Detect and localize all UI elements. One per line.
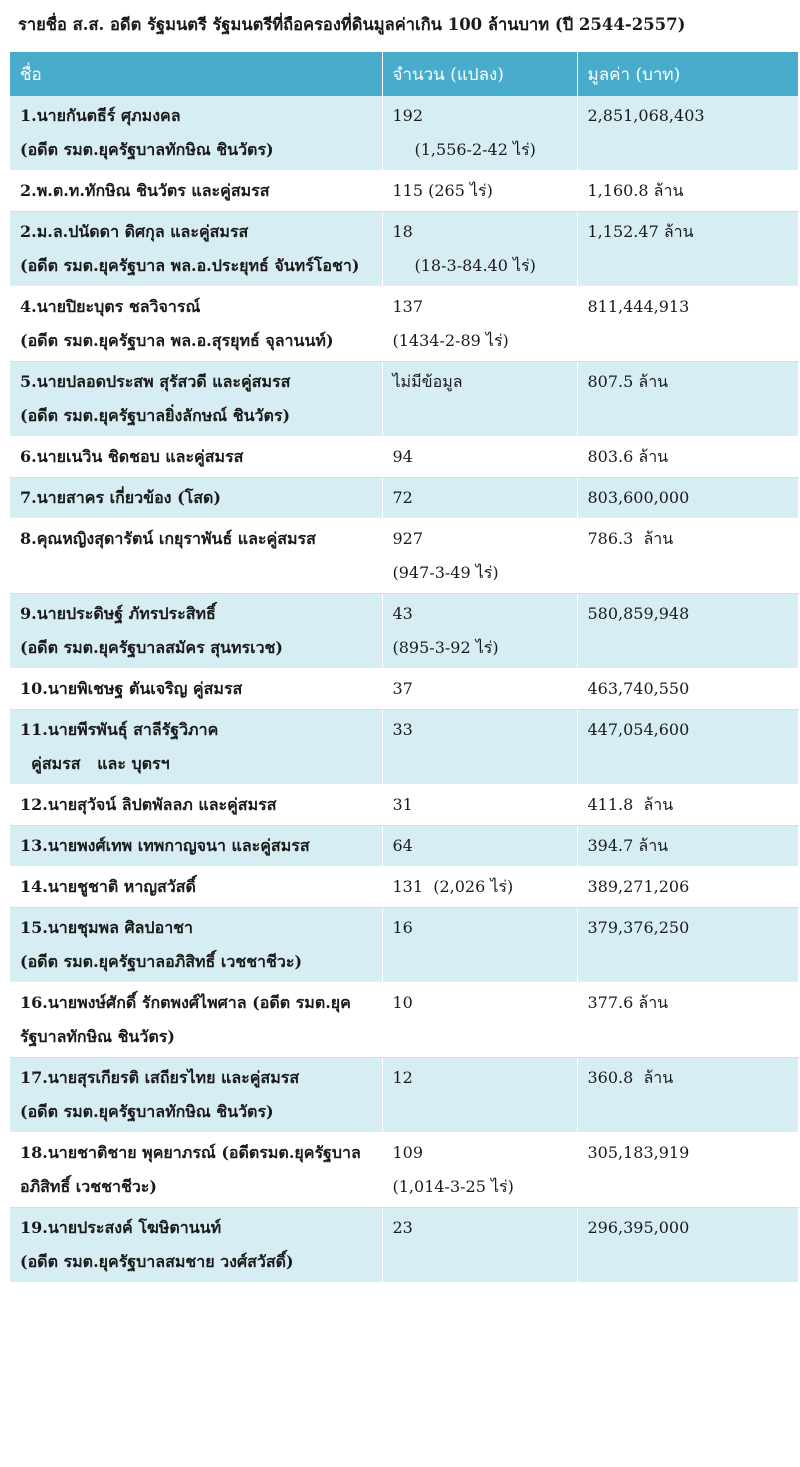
cell-count (382, 1058, 577, 1133)
area-size: (895-3-92 ไร่) (392, 638, 499, 657)
cell-count (382, 1208, 577, 1283)
cell-name (10, 96, 382, 171)
plot-count: 72 (392, 488, 413, 507)
person-name: 9.นายประดิษฐ์ ภัทรประสิทธิ์ (20, 604, 216, 623)
person-name: 8.คุณหญิงสุดารัตน์ เกยุราพันธ์ และคู่สมรส (20, 529, 316, 548)
person-note: (อดีต รมต.ยุครัฐบาลทักษิณ ชินวัตร) (20, 140, 274, 159)
person-name: 4.นายปิยะบุตร ชลวิจารณ์ (20, 297, 201, 316)
table-row (10, 519, 798, 594)
table-row (10, 1208, 798, 1283)
person-note: (อดีต รมต.ยุครัฐบาลสมชาย วงศ์สวัสดิ์) (20, 1252, 294, 1271)
land-value: 447,054,600 (577, 710, 798, 785)
plot-count: 131 (2,026 ไร่) (392, 877, 514, 896)
table-row (10, 171, 798, 212)
plot-count: 10 (392, 993, 413, 1012)
person-name: 15.นายชุมพล ศิลปอาชา (20, 918, 194, 937)
cell-count (382, 478, 577, 519)
land-value: 394.7 ล้าน (577, 826, 798, 867)
plot-count: 109 (392, 1143, 424, 1162)
person-name: 2.ม.ล.ปนัดดา ดิศกุล และคู่สมรส (20, 222, 249, 241)
table-row (10, 437, 798, 478)
land-value: 463,740,550 (577, 669, 798, 710)
area-size: (947-3-49 ไร่) (392, 563, 499, 582)
land-value: 360.8 ล้าน (577, 1058, 798, 1133)
person-note: (อดีต รมต.ยุครัฐบาลสมัคร สุนทรเวช) (20, 638, 283, 657)
land-value: 1,160.8 ล้าน (577, 171, 798, 212)
cell-name (10, 867, 382, 908)
cell-name (10, 983, 382, 1058)
person-note: (อดีต รมต.ยุครัฐบาลยิ่งลักษณ์ ชินวัตร) (20, 406, 291, 425)
person-name: 12.นายสุวัจน์ ลิปตพัลลภ และคู่สมรส (20, 795, 277, 814)
cell-name (10, 826, 382, 867)
cell-name (10, 594, 382, 669)
plot-count: 33 (392, 720, 413, 739)
plot-count: 137 (392, 297, 424, 316)
table-row (10, 362, 798, 437)
cell-name (10, 171, 382, 212)
cell-name (10, 785, 382, 826)
cell-count (382, 710, 577, 785)
table-row (10, 1058, 798, 1133)
table-row (10, 710, 798, 785)
person-name: 17.นายสุรเกียรติ เสถียรไทย และคู่สมรส (20, 1068, 300, 1087)
land-value: 811,444,913 (577, 287, 798, 362)
plot-count: 192 (392, 106, 424, 125)
land-value: 1,152.47 ล้าน (577, 212, 798, 287)
land-value: 786.3 ล้าน (577, 519, 798, 594)
land-value: 580,859,948 (577, 594, 798, 669)
person-name: 14.นายชูชาติ หาญสวัสดิ์ (20, 877, 196, 896)
plot-count: 31 (392, 795, 413, 814)
cell-name (10, 908, 382, 983)
area-size: (1,556-2-42 ไร่) (414, 140, 536, 159)
plot-count: 927 (392, 529, 424, 548)
table-row (10, 287, 798, 362)
land-value: 411.8 ล้าน (577, 785, 798, 826)
cell-count (382, 983, 577, 1058)
cell-count (382, 594, 577, 669)
person-name: 1.นายกันตธีร์ ศุภมงคล (20, 106, 181, 125)
person-name: 5.นายปลอดประสพ สุรัสวดี และคู่สมรส (20, 372, 291, 391)
cell-name (10, 519, 382, 594)
plot-count: 64 (392, 836, 413, 855)
land-value: 379,376,250 (577, 908, 798, 983)
area-size: (1434-2-89 ไร่) (392, 331, 509, 350)
cell-name (10, 1208, 382, 1283)
person-note: (อดีต รมต.ยุครัฐบาล พล.อ.สุรยุทธ์ จุลานนท์) (20, 331, 334, 350)
cell-count (382, 867, 577, 908)
cell-name (10, 212, 382, 287)
plot-count: ไม่มีข้อมูล (392, 372, 463, 391)
land-value: 2,851,068,403 (577, 96, 798, 171)
cell-name (10, 437, 382, 478)
table-row (10, 785, 798, 826)
cell-count (382, 287, 577, 362)
cell-count (382, 212, 577, 287)
land-holdings-table (10, 52, 799, 1283)
land-value: 807.5 ล้าน (577, 362, 798, 437)
plot-count: 94 (392, 447, 413, 466)
area-size: (18-3-84.40 ไร่) (414, 256, 536, 275)
person-name: 13.นายพงศ์เทพ เทพกาญจนา และคู่สมรส (20, 836, 310, 855)
table-row (10, 594, 798, 669)
person-note: คู่สมรส และ บุตรฯ (20, 754, 170, 773)
person-name: 19.นายประสงค์ โฆษิตานนท์ (20, 1218, 222, 1237)
plot-count: 115 (265 ไร่) (392, 181, 493, 200)
table-header-row (10, 52, 798, 96)
table-row (10, 212, 798, 287)
cell-name (10, 710, 382, 785)
land-value: 305,183,919 (577, 1133, 798, 1208)
cell-count (382, 908, 577, 983)
cell-name (10, 1058, 382, 1133)
table-row (10, 867, 798, 908)
table-row (10, 908, 798, 983)
land-value: 803,600,000 (577, 478, 798, 519)
header-name: ชื่อ (10, 52, 382, 96)
plot-count: 43 (392, 604, 413, 623)
page-title: รายชื่อ ส.ส. อดีต รัฐมนตรี รัฐมนตรีที่ถือครองที่ดินมูลค่าเกิน 100 ล้านบาท (ปี 2544-2557) (18, 15, 686, 34)
cell-name (10, 287, 382, 362)
cell-count (382, 785, 577, 826)
table-row (10, 826, 798, 867)
land-value: 389,271,206 (577, 867, 798, 908)
person-name: 10.นายพิเชษฐ ตันเจริญ คู่สมรส (20, 679, 243, 698)
plot-count: 16 (392, 918, 413, 937)
header-value: มูลค่า (บาท) (577, 52, 798, 96)
person-name: 16.นายพงษ์ศักดิ์ รักตพงศ์ไพศาล (อดีต รมต.ยุครัฐบาลทักษิณ ชินวัตร) (20, 993, 351, 1046)
land-value: 377.6 ล้าน (577, 983, 798, 1058)
plot-count: 23 (392, 1218, 413, 1237)
land-value: 296,395,000 (577, 1208, 798, 1283)
cell-count (382, 826, 577, 867)
cell-count (382, 362, 577, 437)
person-name: 11.นายพีรพันธุ์ สาลีรัฐวิภาค (20, 720, 219, 739)
cell-name (10, 362, 382, 437)
cell-name (10, 669, 382, 710)
cell-count (382, 437, 577, 478)
header-count: จำนวน (แปลง) (382, 52, 577, 96)
plot-count: 18 (392, 222, 413, 241)
plot-count: 37 (392, 679, 413, 698)
cell-count (382, 171, 577, 212)
person-name: 6.นายเนวิน ชิดชอบ และคู่สมรส (20, 447, 244, 466)
cell-count (382, 1133, 577, 1208)
table-row (10, 478, 798, 519)
table-row (10, 983, 798, 1058)
cell-name (10, 1133, 382, 1208)
cell-count (382, 96, 577, 171)
cell-count (382, 669, 577, 710)
table-row (10, 1133, 798, 1208)
person-name: 2.พ.ต.ท.ทักษิณ ชินวัตร และคู่สมรส (20, 181, 270, 200)
person-note: (อดีต รมต.ยุครัฐบาลอภิสิทธิ์ เวชชาชีวะ) (20, 952, 303, 971)
area-size: (1,014-3-25 ไร่) (392, 1177, 514, 1196)
person-note: (อดีต รมต.ยุครัฐบาลทักษิณ ชินวัตร) (20, 1102, 274, 1121)
person-name: 7.นายสาคร เกี่ยวข้อง (โสด) (20, 488, 221, 507)
table-row (10, 96, 798, 171)
person-name: 18.นายชาติชาย พุคยาภรณ์ (อดีตรมต.ยุครัฐบาลอภิสิทธิ์ เวชชาชีวะ) (20, 1143, 361, 1196)
plot-count: 12 (392, 1068, 413, 1087)
land-value: 803.6 ล้าน (577, 437, 798, 478)
person-note: (อดีต รมต.ยุครัฐบาล พล.อ.ประยุทธ์ จันทร์โอชา) (20, 256, 360, 275)
table-row (10, 669, 798, 710)
cell-count (382, 519, 577, 594)
cell-name (10, 478, 382, 519)
